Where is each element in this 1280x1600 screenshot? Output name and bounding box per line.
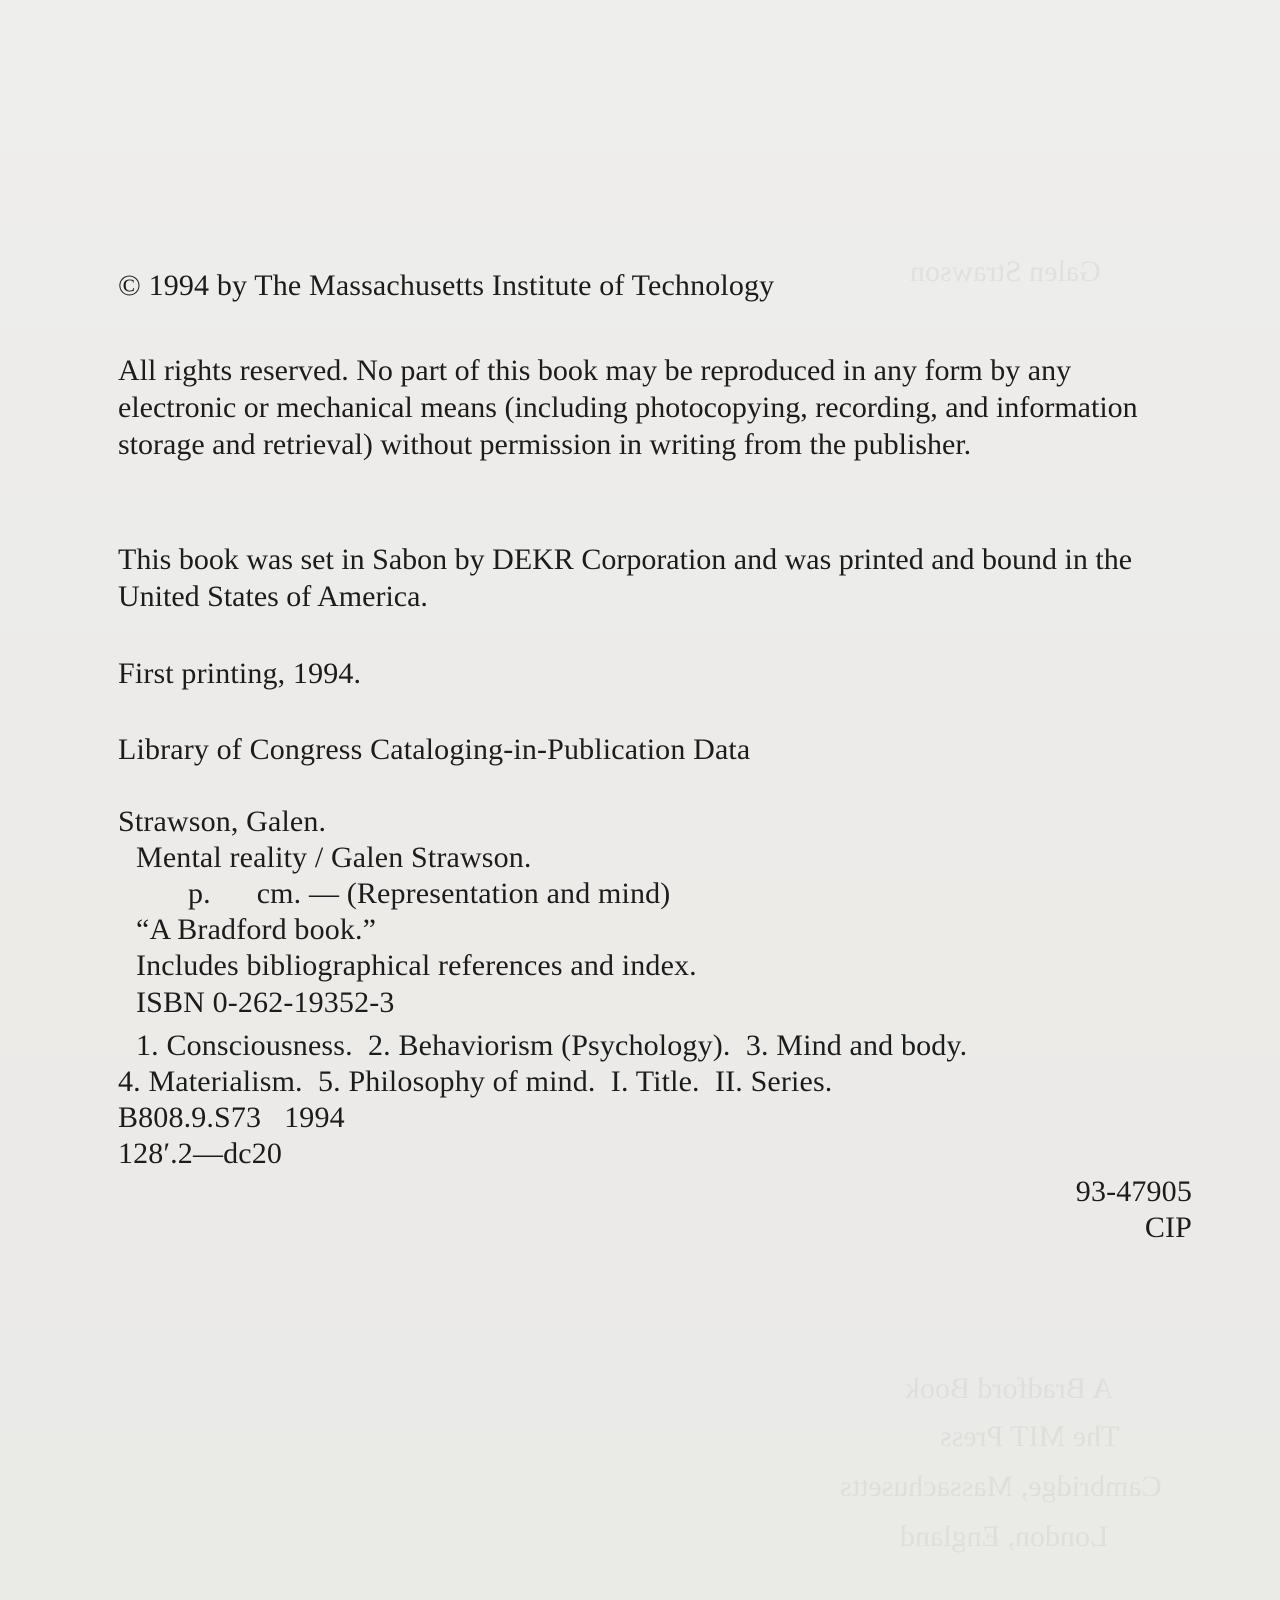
catalog-title-line: Mental reality / Galen Strawson.	[136, 841, 532, 874]
first-printing: First printing, 1994.	[118, 657, 362, 690]
catalog-dewey-number: 128′.2—dc20	[118, 1137, 283, 1170]
show-through-text: London, England	[900, 1520, 1109, 1553]
catalog-physical-line: p. cm. — (Representation and mind)	[188, 877, 671, 910]
catalog-includes-line: Includes bibliographical references and index.	[136, 949, 697, 982]
printing-paragraph: This book was set in Sabon by DEKR Corporation and was printed and bound in the United States of America.	[118, 543, 1133, 613]
show-through-text: Galen Strawson	[910, 255, 1101, 288]
catalog-author: Strawson, Galen.	[118, 805, 327, 838]
cip-label: CIP	[1144, 1211, 1192, 1244]
cataloging-title: Library of Congress Cataloging-in-Publication Data	[118, 733, 751, 766]
show-through-text: Cambridge, Massachusetts	[840, 1470, 1162, 1503]
catalog-subjects-line-1: 1. Consciousness. 2. Behaviorism (Psychology). 3. Mind and body.	[136, 1029, 968, 1062]
catalog-isbn-line: ISBN 0-262-19352-3	[136, 986, 395, 1019]
catalog-call-number: B808.9.S73 1994	[118, 1101, 345, 1134]
show-through-text: The MIT Press	[940, 1420, 1120, 1453]
show-through-text: A Bradford Book	[905, 1372, 1114, 1405]
catalog-subjects-line-2: 4. Materialism. 5. Philosophy of mind. I. Title. II. Series.	[118, 1065, 833, 1098]
cip-number: 93-47905	[1075, 1175, 1192, 1208]
rights-paragraph: All rights reserved. No part of this book may be reproduced in any form by any electronic or mechanical means (including photocopying, recording, and information storage and retrieval) without permission in writing from the publisher.	[118, 354, 1138, 461]
copyright-line: © 1994 by The Massachusetts Institute of Technology	[118, 269, 775, 302]
catalog-quote-line: “A Bradford book.”	[136, 913, 377, 946]
